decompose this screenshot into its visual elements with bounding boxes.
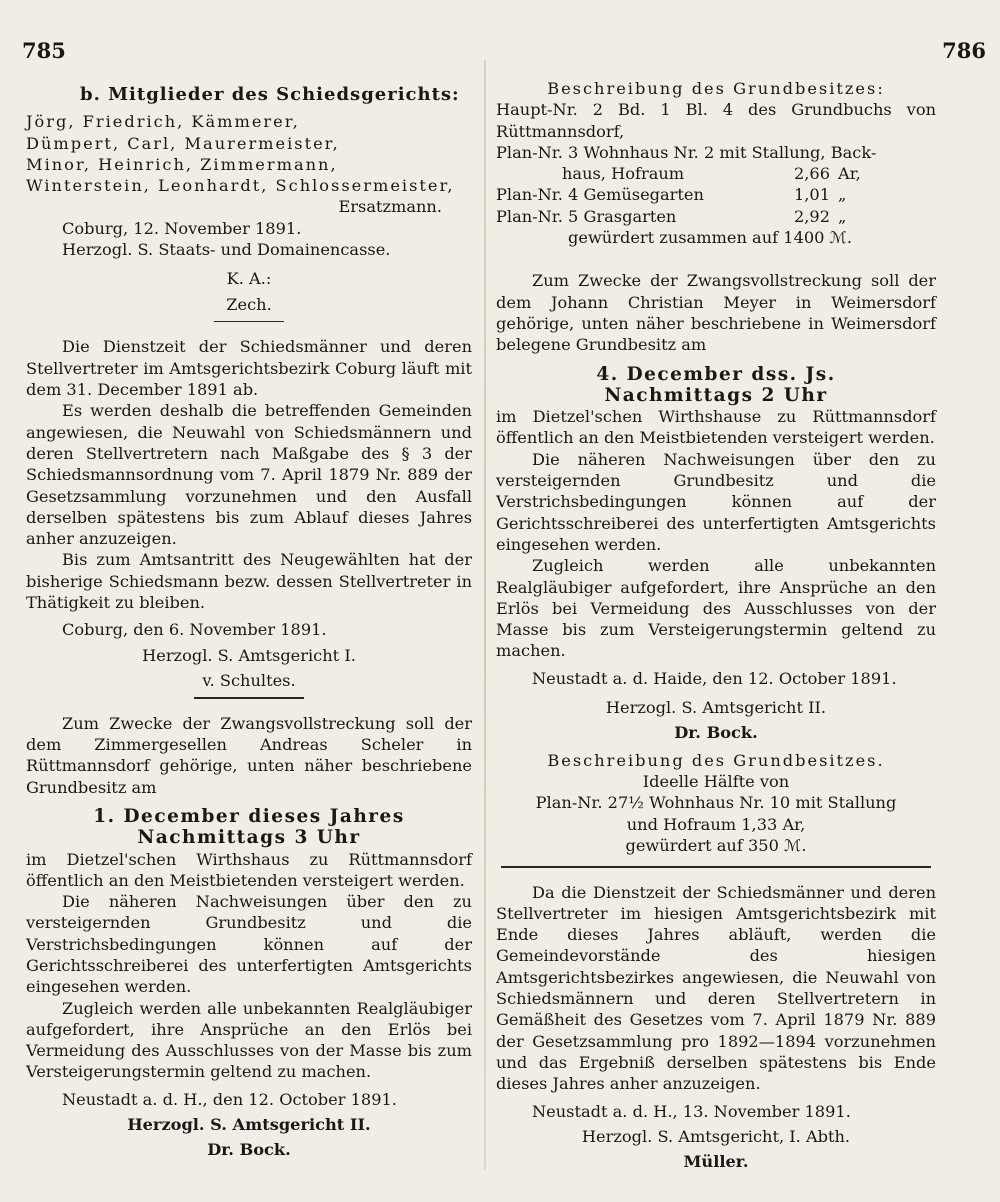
- auction2-para2: Die näheren Nachweisungen über den zu versteigernden Grundbesitz und die Verstrichsbedingungen können auf der Gerichtsschreiberei des unterfertigten Amtsgerichts eingesehen werden.: [496, 449, 936, 554]
- notice2-signature: v. Schultes.: [202, 670, 296, 690]
- desc1-plan5: Plan-Nr. 5 Grasgarten: [496, 206, 677, 226]
- auction1-date: 1. December dieses Jahres: [93, 805, 405, 827]
- desc2-line4: gewürdert auf 350 ℳ.: [625, 835, 807, 855]
- member-1: Jörg, Friedrich, Kämmerer,: [26, 112, 300, 132]
- notice3-date: Neustadt a. d. H., 13. November 1891.: [532, 1101, 851, 1121]
- auction2-time: Nachmittags 2 Uhr: [604, 384, 828, 406]
- desc1-title: Beschreibung des Grundbesitzes:: [547, 79, 885, 98]
- desc1-total: gewürdert zusammen auf 1400 ℳ.: [568, 228, 853, 248]
- desc2-title: Beschreibung des Grundbesitzes.: [547, 750, 885, 770]
- desc1-plan4-unit: „: [838, 185, 847, 205]
- auction1-time: Nachmittags 3 Uhr: [137, 827, 361, 849]
- notice3-signature: Müller.: [683, 1152, 749, 1172]
- auction2-signature: Dr. Bock.: [674, 723, 758, 743]
- notice2-para2: Es werden deshalb die betreffenden Gemeinden angewiesen, die Neuwahl von Schiedsmännern und deren Stellvertretern nach Maßgabe des § 3 der Schiedsmannsordnung vom 7. April 1879 Nr. 889 der Gesetzsammlung vorzunehmen und den Ausfall derselben spätestens bis zum Ablauf dieses Jahres anher anzuzeigen.: [26, 401, 472, 549]
- right-column: [496, 78, 936, 1172]
- notice3-para1: Da die Dienstzeit der Schiedsmänner und deren Stellvertreter im hiesigen Amtsgerichtsbezirk mit Ende dieses Jahres abläuft, werden die Gemeindevorstände des hiesigen Amtsgerichtsbezirkes angewiesen, die Neuwahl von Schiedsmännern und deren Stellvertretern in Gemäßheit des Gesetzes vom 7. April 1879 Nr. 889 der Gesetzsammlung pro 1892—1894 vorzunehmen und das Ergebniß derselben spätestens bis Ende dieses Jahres anher anzuzeigen.: [496, 882, 936, 1094]
- member-role: Ersatzmann.: [338, 197, 442, 217]
- notice2-para1: Die Dienstzeit der Schiedsmänner und deren Stellvertreter im Amtsgerichtsbezirk Coburg läuft mit dem 31. December 1891 ab.: [26, 337, 472, 400]
- desc1-plan5-value: 2,92: [793, 206, 830, 226]
- notice1-ka: K. A.:: [226, 269, 272, 289]
- auction1-date-place: Neustadt a. d. H., den 12. October 1891.: [62, 1089, 397, 1109]
- auction1-para1: im Dietzel'schen Wirthshaus zu Rüttmannsdorf öffentlich an den Meistbietenden versteigert werden.: [26, 849, 472, 890]
- auction2-date-place: Neustadt a. d. Haide, den 12. October 1891.: [532, 668, 897, 688]
- auction1-office: Herzogl. S. Amtsgericht II.: [127, 1115, 371, 1135]
- auction1-para2: Die näheren Nachweisungen über den zu versteigernden Grundbesitz und die Verstrichsbedingungen können auf der Gerichtsschreiberei des unterfertigten Amtsgerichts eingesehen werden.: [26, 892, 472, 997]
- notice1-signature: Zech.: [226, 294, 272, 314]
- notice1-office: Herzogl. S. Staats- und Domainencasse.: [62, 240, 391, 260]
- member-4: Winterstein, Leonhardt, Schlossermeister,: [26, 176, 455, 196]
- desc1-line1: Haupt-Nr. 2 Bd. 1 Bl. 4 des Grundbuchs von Rüttmannsdorf,: [496, 100, 936, 141]
- notice1-date: Coburg, 12. November 1891.: [62, 218, 302, 238]
- page-number-left: 785: [22, 38, 66, 63]
- auction2-office: Herzogl. S. Amtsgericht II.: [605, 698, 827, 718]
- notice2-office: Herzogl. S. Amtsgericht I.: [142, 645, 356, 665]
- notice2-para3: Bis zum Amtsantritt des Neugewählten hat der bisherige Schiedsmann bezw. dessen Stellvertreter in Thätigkeit zu bleiben.: [26, 550, 472, 613]
- member-2: Dümpert, Carl, Maurermeister,: [26, 133, 340, 153]
- desc1-plan4-row: [496, 184, 936, 205]
- desc2-line3: und Hofraum 1,33 Ar,: [626, 814, 806, 834]
- member-3: Minor, Heinrich, Zimmermann,: [26, 154, 338, 174]
- auction2-para3: Zugleich werden alle unbekannten Realgläubiger aufgefordert, ihre Ansprüche an den Erlös bei Vermeidung des Ausschlusses von der Masse bis zum Versteigerungstermin geltend zu machen.: [496, 556, 936, 661]
- auction2-para1: im Dietzel'schen Wirthshause zu Rüttmannsdorf öffentlich an den Meistbietenden versteigert werden.: [496, 407, 936, 448]
- section-heading: b. Mitglieder des Schiedsgerichts:: [80, 84, 460, 105]
- desc1-plan5-unit: „: [838, 206, 847, 226]
- desc1-plan3-unit: Ar,: [838, 164, 861, 184]
- desc1-plan3a: Plan-Nr. 3 Wohnhaus Nr. 2 mit Stallung, Back-: [496, 142, 877, 162]
- auction1-intro: Zum Zwecke der Zwangsvollstreckung soll der dem Zimmergesellen Andreas Scheler in Rüttmannsdorf gehörige, unten näher beschriebene Grundbesitz am: [26, 713, 472, 797]
- divider: [214, 321, 284, 323]
- desc1-plan4-value: 1,01: [793, 185, 830, 205]
- auction1-signature: Dr. Bock.: [207, 1140, 291, 1160]
- desc1-plan5-row: [496, 206, 936, 227]
- desc2-line1: Ideelle Hälfte von: [642, 771, 790, 791]
- divider: [194, 697, 304, 699]
- page-number-right: 786: [942, 38, 986, 63]
- auction2-date: 4. December dss. Js.: [596, 363, 836, 385]
- desc2-line2: Plan-Nr. 27½ Wohnhaus Nr. 10 mit Stallung: [535, 793, 897, 813]
- notice2-date: Coburg, den 6. November 1891.: [62, 620, 327, 640]
- desc1-plan3-value: 2,66: [793, 164, 830, 184]
- desc1-plan4: Plan-Nr. 4 Gemüsegarten: [496, 185, 704, 205]
- page-gutter: [484, 60, 486, 1170]
- auction1-para3: Zugleich werden alle unbekannten Realgläubiger aufgefordert, ihre Ansprüche an den Erlös bei Vermeidung des Ausschlusses von der Masse bis zum Versteigerungstermin geltend zu machen.: [26, 998, 472, 1082]
- divider: [501, 866, 931, 868]
- notice3-office: Herzogl. S. Amtsgericht, I. Abth.: [581, 1126, 851, 1146]
- auction2-intro: Zum Zwecke der Zwangsvollstreckung soll der dem Johann Christian Meyer in Weimersdorf gehörige, unten näher beschriebene in Weimersdorf belegene Grundbesitz am: [496, 271, 936, 355]
- left-column: [26, 78, 472, 1161]
- desc1-plan3-row: [496, 163, 936, 184]
- desc1-plan3b: haus, Hofraum: [562, 164, 685, 184]
